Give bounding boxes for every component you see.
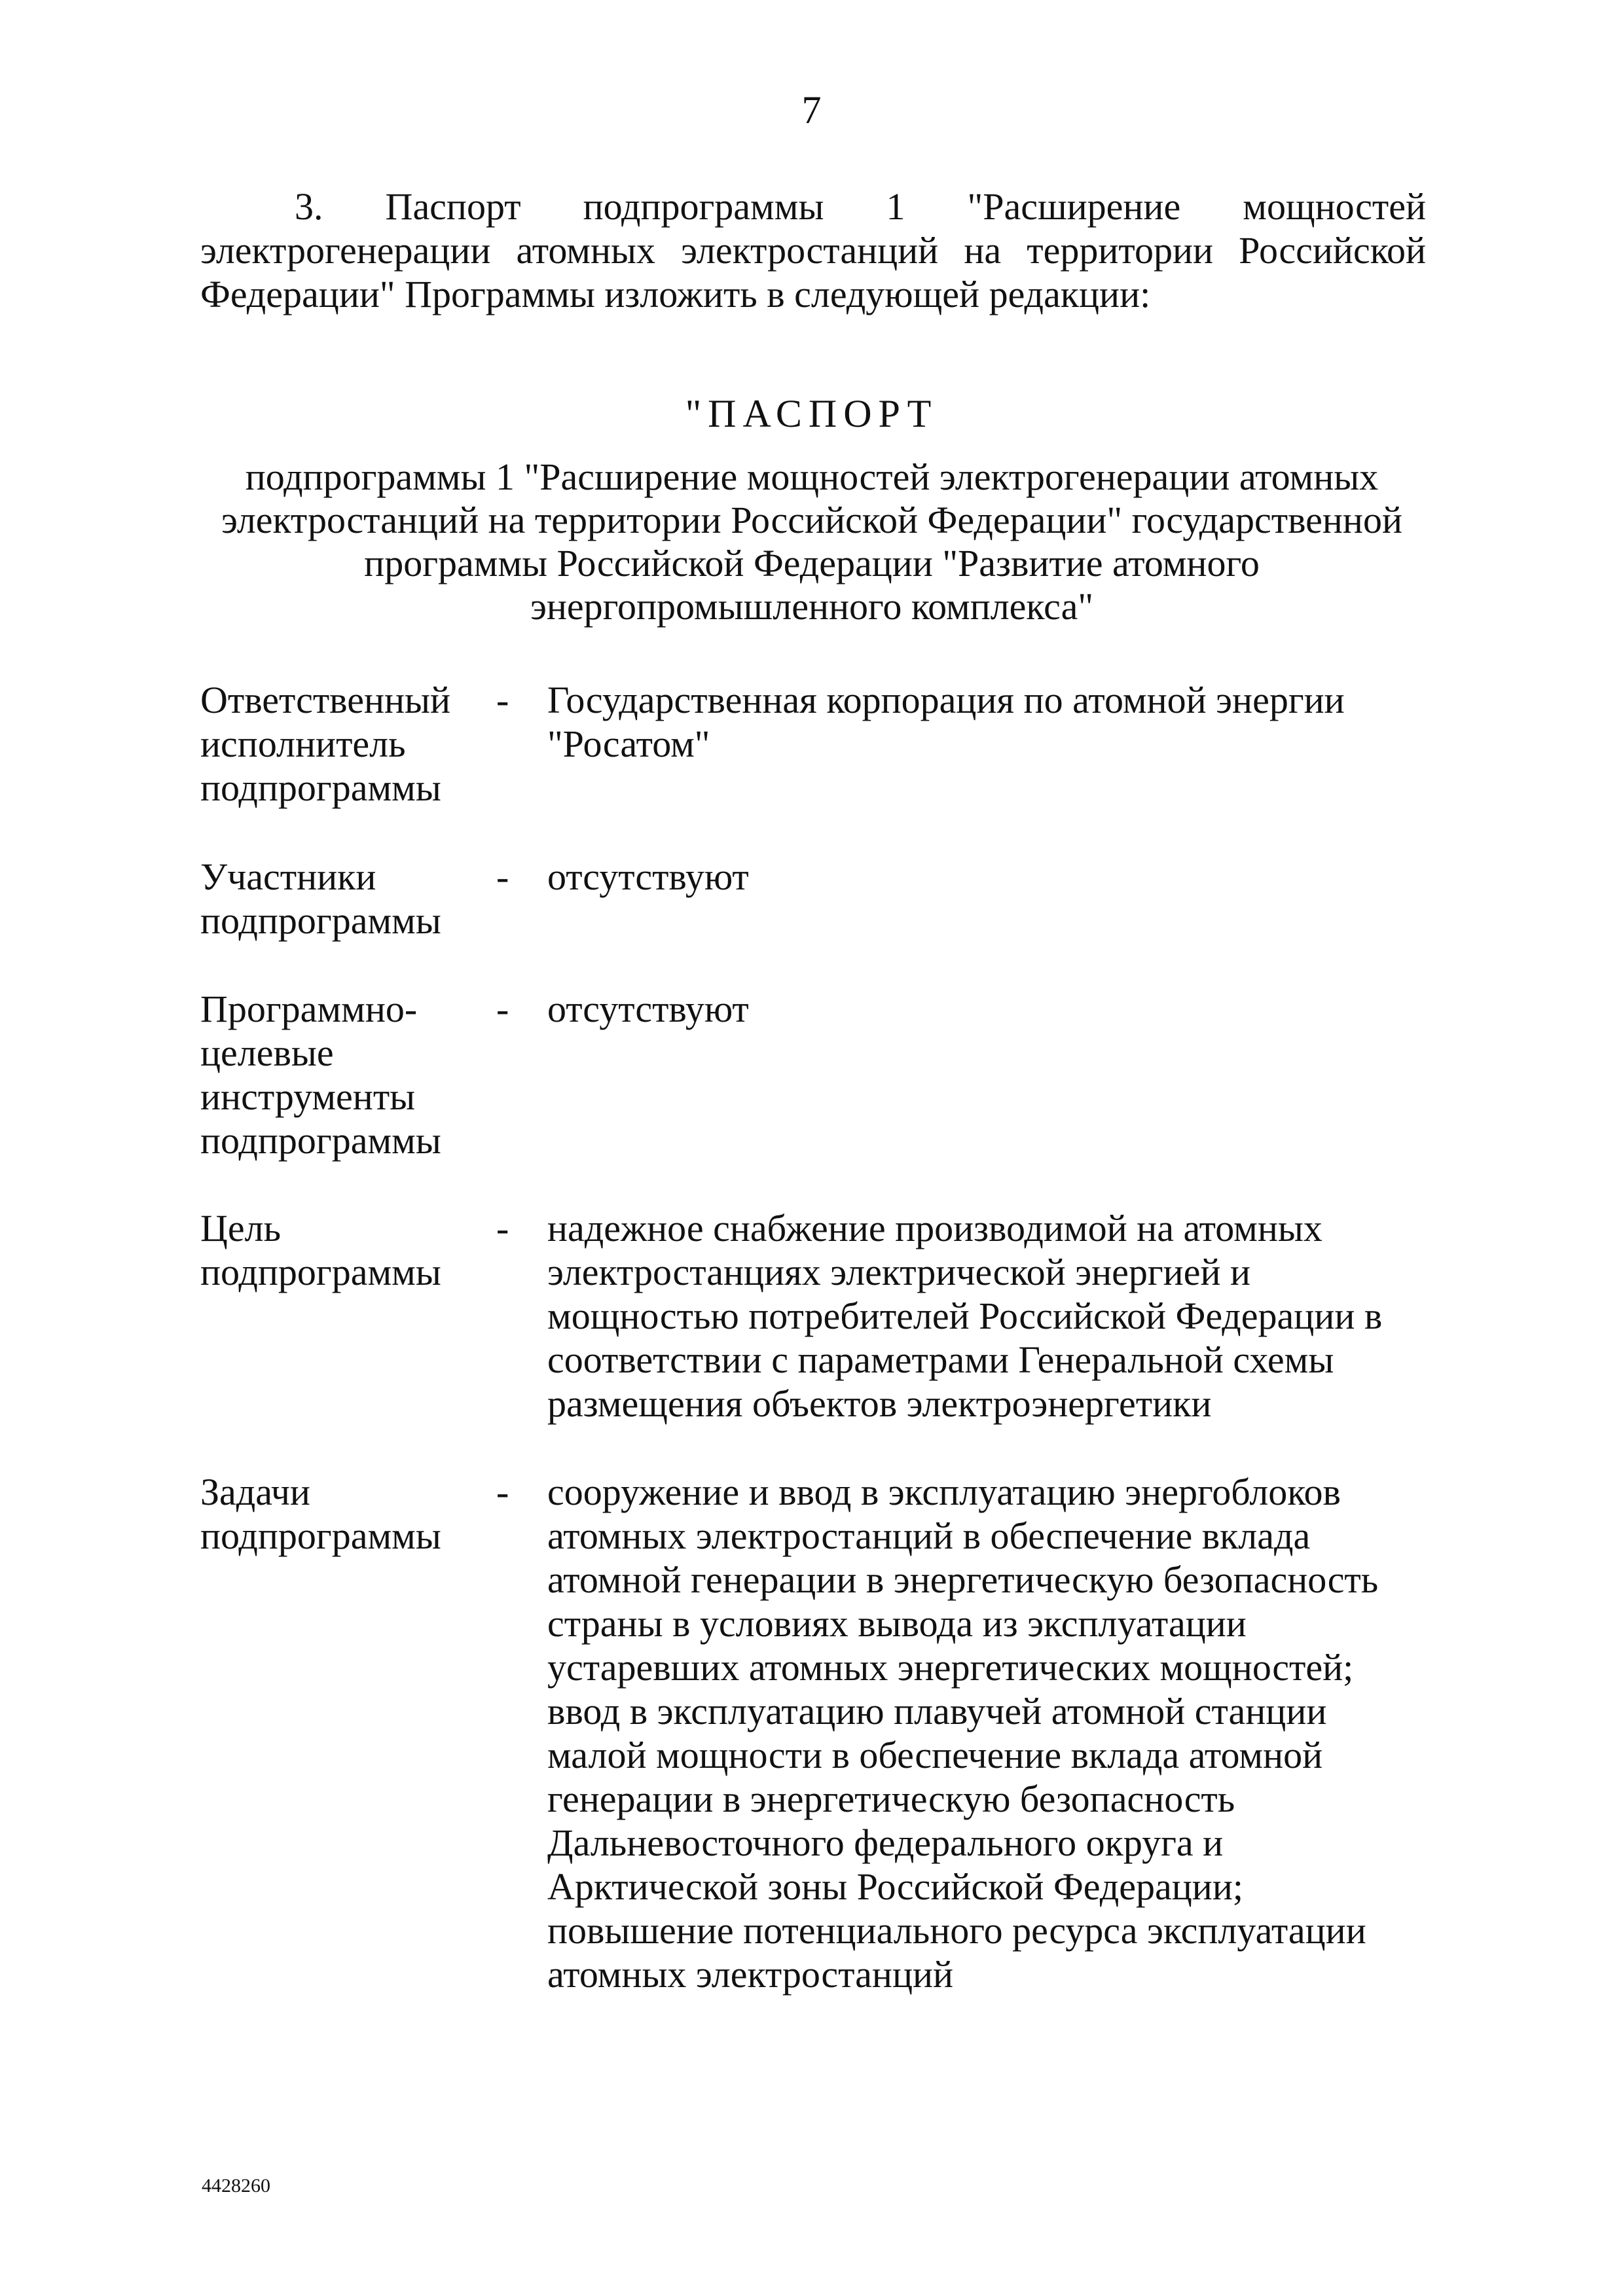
intro-paragraph: 3. Паспорт подпрограммы 1 "Расширение мощностей электрогенерации атомных электростанций на территории Российской Федерации" Программы изложить в следующей редакции:	[200, 185, 1426, 315]
section-dash: -	[496, 679, 509, 721]
section-participants	[200, 855, 1426, 942]
page-number: 7	[801, 88, 822, 132]
section-dash: -	[496, 988, 509, 1030]
section-tasks	[200, 1470, 1426, 1998]
section-value: Государственная корпорация по атомной энергии "Росатом"	[547, 679, 1345, 765]
section-goal	[200, 1206, 1426, 1426]
passport-title: "ПАСПОРТ	[685, 392, 938, 435]
section-value: сооружение и ввод в эксплуатацию энергоблоков атомных электростанций в обеспечение вклада атомной генерации в энергетическую безопасность страны в условиях вывода из эксплуатации устаревших атомных энергетических мощностей; ввод в эксплуатацию плавучей атомной станции малой мощности в обеспечение вклада атомной генерации в энергетическую безопасность Дальневосточного федерального округа и Арктической зоны Российской Федерации; повышение потенциального ресурса эксплуатации атомных электростанций	[547, 1471, 1379, 1996]
section-program-target-instruments	[200, 987, 1426, 1162]
section-label: Ответственный исполнитель подпрограммы	[200, 679, 451, 809]
passport-subtitle: подпрограммы 1 "Расширение мощностей электрогенерации атомных электростанций на территории Российской Федерации" государственной программы Российской Федерации "Развитие атомного энергопромышленного комплекса"	[221, 456, 1402, 628]
document-id: 4428260	[202, 2175, 270, 2197]
section-value: отсутствуют	[547, 855, 749, 898]
section-label: Программно-целевые инструменты подпрограммы	[200, 988, 441, 1162]
section-label: Цель подпрограммы	[200, 1207, 441, 1293]
section-dash: -	[496, 855, 509, 898]
section-value: надежное снабжение производимой на атомных электростанциях электрической энергией и мощностью потребителей Российской Федерации в соответствии с параметрами Генеральной схемы размещения объектов электроэнергетики	[547, 1207, 1383, 1425]
section-responsible-executor	[200, 678, 1426, 809]
section-value: отсутствуют	[547, 988, 749, 1030]
section-dash: -	[496, 1471, 509, 1513]
section-label: Участники подпрограммы	[200, 855, 441, 942]
section-dash: -	[496, 1207, 509, 1249]
section-label: Задачи подпрограммы	[200, 1471, 441, 1557]
